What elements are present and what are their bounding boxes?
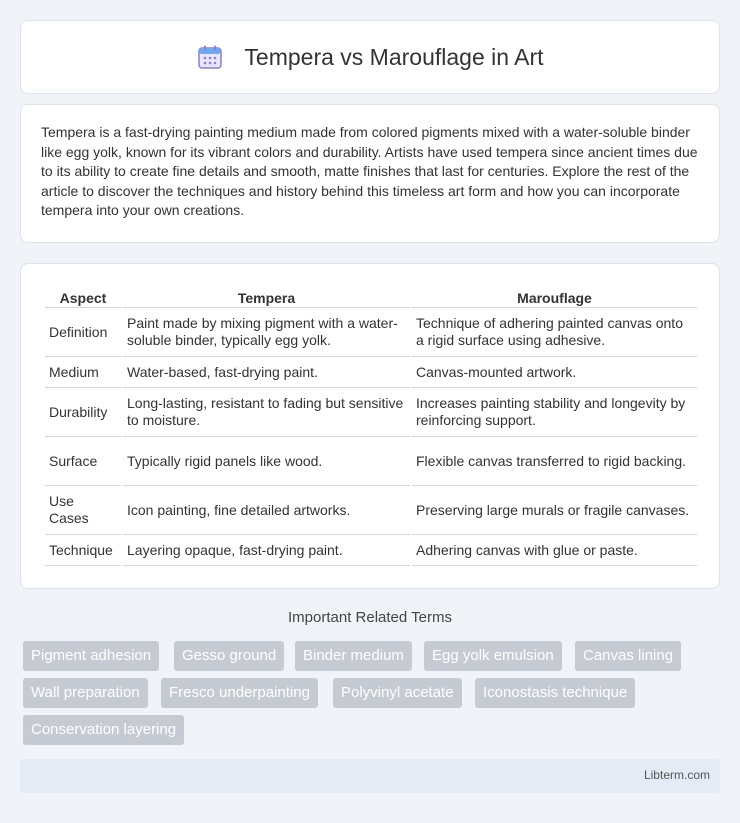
cell-marouflage: Adhering canvas with glue or paste. — [412, 535, 697, 566]
tag-binder-medium[interactable]: Binder medium — [295, 641, 412, 671]
footer — [20, 759, 720, 793]
comparison-card — [20, 263, 720, 589]
table-row — [45, 486, 697, 535]
intro-text: Tempera is a fast-drying painting medium made from colored pigments mixed with a water-soluble binder like egg yolk, known for its vibrant colors and durability. Artists have used tempera since ancient times due to its ability to create fine details and smooth, matte finishes that last for centuries. Explore the rest of the article to discover the techniques and history behind this timeless art form and how you can incorporate tempera into your own creations. — [41, 124, 698, 219]
related-terms-title: Important Related Terms — [288, 609, 452, 626]
page-title: Tempera vs Marouflage in Art — [244, 43, 544, 70]
tag-canvas-lining[interactable]: Canvas lining — [575, 641, 681, 671]
tag-polyvinyl-acetate[interactable]: Polyvinyl acetate — [333, 678, 462, 708]
cell-aspect: Surface — [45, 437, 121, 486]
table-header-row — [45, 284, 697, 308]
calendar-icon — [196, 43, 224, 71]
cell-marouflage: Canvas-mounted artwork. — [412, 357, 697, 388]
header-card — [20, 20, 720, 94]
cell-aspect: Definition — [45, 308, 121, 357]
cell-aspect: Medium — [45, 357, 121, 388]
cell-tempera: Long-lasting, resistant to fading but sensitive to moisture. — [123, 388, 410, 437]
cell-tempera: Layering opaque, fast-drying paint. — [123, 535, 410, 566]
tag-iconostasis-technique[interactable]: Iconostasis technique — [475, 678, 635, 708]
cell-aspect: Use Cases — [45, 486, 121, 535]
intro-card — [20, 104, 720, 243]
tag-wall-preparation[interactable]: Wall preparation — [23, 678, 148, 708]
cell-tempera: Paint made by mixing pigment with a water-soluble binder, typically egg yolk. — [123, 308, 410, 357]
cell-tempera: Icon painting, fine detailed artworks. — [123, 486, 410, 535]
header-marouflage: Marouflage — [412, 284, 697, 308]
cell-marouflage: Preserving large murals or fragile canvases. — [412, 486, 697, 535]
table-row — [45, 308, 697, 357]
tag-fresco-underpainting[interactable]: Fresco underpainting — [161, 678, 318, 708]
table-row — [45, 535, 697, 566]
tag-gesso-ground[interactable]: Gesso ground — [174, 641, 284, 671]
tag-conservation-layering[interactable]: Conservation layering — [23, 715, 184, 745]
cell-marouflage: Flexible canvas transferred to rigid backing. — [412, 437, 697, 486]
cell-aspect: Technique — [45, 535, 121, 566]
cell-aspect: Durability — [45, 388, 121, 437]
cell-tempera: Water-based, fast-drying paint. — [123, 357, 410, 388]
cell-tempera: Typically rigid panels like wood. — [123, 437, 410, 486]
cell-marouflage: Technique of adhering painted canvas onto a rigid surface using adhesive. — [412, 308, 697, 357]
footer-site-link[interactable]: Libterm.com — [643, 768, 710, 782]
header-tempera: Tempera — [123, 284, 410, 308]
cell-marouflage: Increases painting stability and longevity by reinforcing support. — [412, 388, 697, 437]
table-row — [45, 357, 697, 388]
tag-egg-yolk-emulsion[interactable]: Egg yolk emulsion — [424, 641, 562, 671]
table-row — [45, 437, 697, 486]
tag-pigment-adhesion[interactable]: Pigment adhesion — [23, 641, 159, 671]
comparison-table — [43, 284, 699, 566]
header-aspect: Aspect — [45, 284, 121, 308]
table-row — [45, 388, 697, 437]
